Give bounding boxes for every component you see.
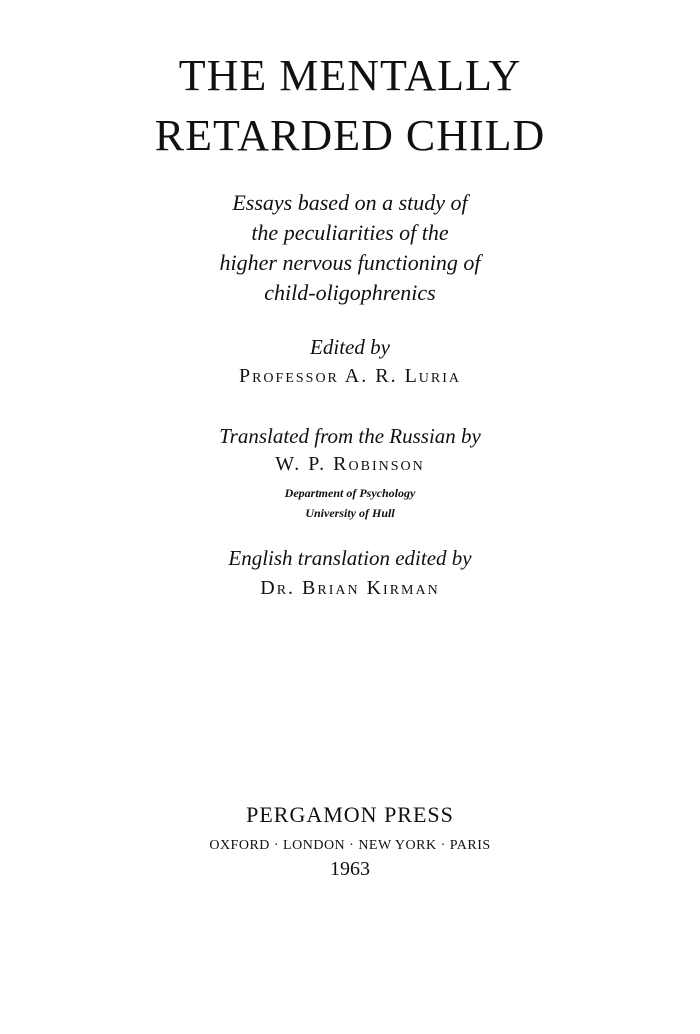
translator-department: Department of Psychology	[284, 486, 416, 500]
subtitle-line-4: child-oligophrenics	[264, 280, 436, 305]
english-editor-name: Dr. Brian Kirman	[260, 577, 440, 599]
book-title-line-1: THE MENTALLY	[178, 51, 522, 100]
publication-year: 1963	[330, 858, 370, 880]
book-title-line-2: RETARDED CHILD	[154, 111, 546, 160]
subtitle-line-3: higher nervous functioning of	[219, 250, 481, 275]
translator-university: University of Hull	[305, 506, 395, 520]
translator-label: Translated from the Russian by	[219, 424, 481, 448]
publisher-name: PERGAMON PRESS	[246, 802, 454, 827]
translator-name: W. P. Robinson	[275, 453, 425, 475]
english-editor-label: English translation edited by	[228, 546, 472, 570]
subtitle-line-2: the peculiarities of the	[251, 220, 449, 245]
subtitle-line-1: Essays based on a study of	[232, 190, 468, 215]
editor-label: Edited by	[310, 335, 390, 359]
editor-name: Professor A. R. Luria	[238, 365, 462, 387]
publisher-cities: OXFORD · LONDON · NEW YORK · PARIS	[209, 838, 491, 853]
